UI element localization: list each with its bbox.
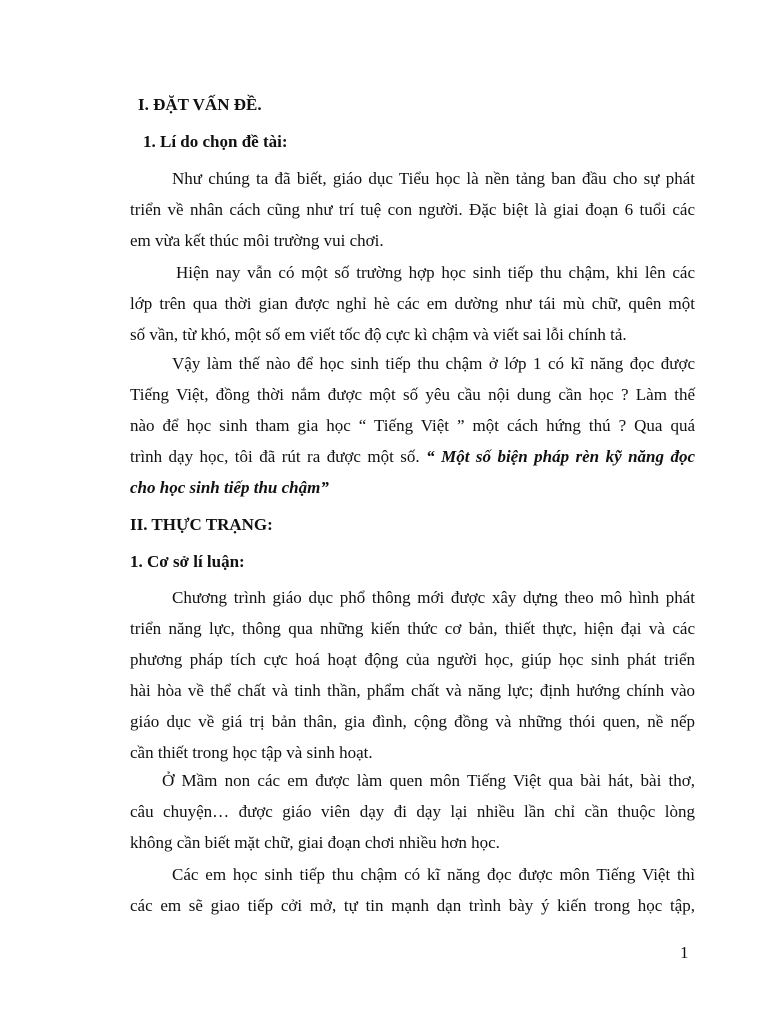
- text-line: hài hòa về thể chất và tinh thần, phẩm chất và năng lực; định hướng chính vào: [130, 681, 695, 700]
- text-line: Như chúng ta đã biết, giáo dục Tiểu học là nền tảng ban đầu cho sự phát: [172, 169, 695, 188]
- text-line: em vừa kết thúc môi trường vui chơi.: [130, 231, 384, 250]
- paragraph-slow-learners: [130, 859, 695, 921]
- text-line: giáo dục về giá trị bản thân, gia đình, cộng đồng và những thói quen, nề nếp: [130, 712, 695, 731]
- text-line: các em sẽ giao tiếp cởi mở, tự tin mạnh dạn trình bày ý kiến trong học tập,: [130, 896, 695, 915]
- paragraph-program: [130, 582, 695, 768]
- text-line: lớp trên qua thời gian được nghỉ hè các em dường như tái mù chữ, quên một: [130, 294, 695, 313]
- text-line: số vần, từ khó, một số em viết tốc độ cực kì chậm và viết sai lỗi chính tả.: [130, 325, 627, 344]
- text-line: cần thiết trong học tập và sinh hoạt.: [130, 743, 373, 762]
- text-line: Hiện nay vẫn có một số trường hợp học sinh tiếp thu chậm, khi lên các: [176, 263, 695, 282]
- paragraph-question: [130, 348, 695, 503]
- text-line: Vậy làm thế nào để học sinh tiếp thu chậm ở lớp 1 có kĩ năng đọc được: [172, 354, 695, 373]
- topic-title-emphasis: cho học sinh tiếp thu chậm”: [130, 478, 329, 497]
- section-heading-thuc-trang: II. THỰC TRẠNG:: [130, 515, 273, 534]
- subsection-heading-li-do: 1. Lí do chọn đề tài:: [143, 132, 288, 151]
- page-number: 1: [680, 943, 689, 962]
- subsection-heading-co-so-li-luan: 1. Cơ sở lí luận:: [130, 552, 245, 571]
- text-line: không cần biết mặt chữ, giai đoạn chơi nhiều hơn học.: [130, 833, 500, 852]
- paragraph-kindergarten: [130, 765, 695, 858]
- topic-title-emphasis: “ Một số biện pháp rèn kỹ năng đọc: [426, 447, 695, 466]
- text-line: nào để học sinh tham gia học “ Tiếng Việt ” một cách hứng thú ? Qua quá: [130, 416, 695, 435]
- text-line: Tiếng Việt, đồng thời nắm được một số yêu cầu nội dung cần học ? Làm thế: [130, 385, 695, 404]
- text-run: trình dạy học, tôi đã rút ra được một số.: [130, 447, 427, 466]
- text-line: triển năng lực, thông qua những kiến thức cơ bản, thiết thực, hiện đại và các: [130, 619, 695, 638]
- text-line: [130, 472, 695, 503]
- paragraph-intro: [130, 163, 695, 256]
- text-line: Ở Mầm non các em được làm quen môn Tiếng Việt qua bài hát, bài thơ,: [162, 771, 695, 790]
- text-line: phương pháp tích cực hoá hoạt động của người học, giúp học sinh phát triển: [130, 650, 695, 669]
- section-heading-dat-van-de: I. ĐẶT VẤN ĐỀ.: [138, 95, 262, 114]
- text-line: triển về nhân cách cũng như trí tuệ con người. Đặc biệt là giai đoạn 6 tuổi các: [130, 200, 695, 219]
- paragraph-current-state: [130, 257, 695, 350]
- text-line: Chương trình giáo dục phổ thông mới được xây dựng theo mô hình phát: [172, 588, 695, 607]
- text-line: câu chuyện… được giáo viên dạy đi dạy lại nhiều lần chỉ cần thuộc lòng: [130, 802, 695, 821]
- text-line: Các em học sinh tiếp thu chậm có kĩ năng đọc được môn Tiếng Việt thì: [172, 865, 695, 884]
- text-line: [130, 441, 695, 472]
